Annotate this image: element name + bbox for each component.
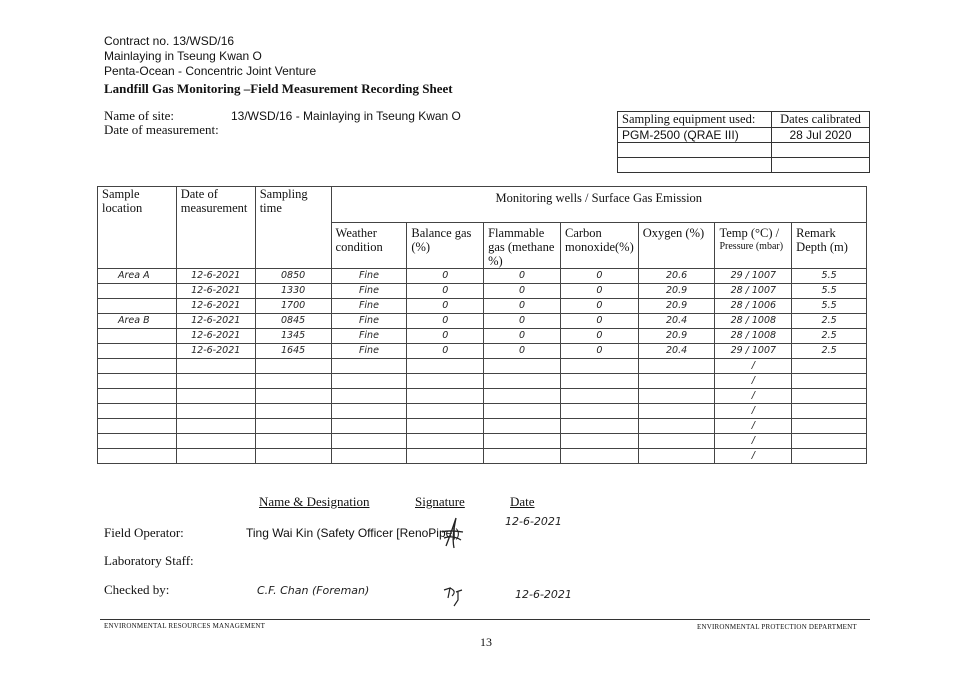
equipment-header: Sampling equipment used: xyxy=(618,112,772,128)
balance-gas-cell xyxy=(407,419,484,434)
sample-location-cell xyxy=(98,284,177,299)
table-row xyxy=(98,299,867,314)
sample-location-cell xyxy=(98,359,177,374)
weather-cell xyxy=(331,404,407,419)
carbon-monoxide-header: Carbon monoxide(%) xyxy=(561,223,639,269)
remark-depth-cell xyxy=(792,374,867,389)
table-row xyxy=(98,269,867,284)
sample-location-cell xyxy=(98,374,177,389)
carbon-monoxide-cell: 0 xyxy=(561,269,639,284)
checked-by-date: 12-6-2021 xyxy=(515,588,572,601)
weather-cell: Fine xyxy=(331,269,407,284)
temp-pressure-cell: / xyxy=(715,449,792,464)
table-row xyxy=(98,344,867,359)
pressure-header: Pressure (mbar) xyxy=(719,241,784,252)
weather-cell: Fine xyxy=(331,299,407,314)
sample-location-cell xyxy=(98,419,177,434)
temp-pressure-cell: / xyxy=(715,404,792,419)
oxygen-cell xyxy=(638,434,715,449)
temp-pressure-header xyxy=(715,223,792,269)
balance-gas-cell xyxy=(407,449,484,464)
balance-gas-cell: 0 xyxy=(407,329,484,344)
date-cell: 12-6-2021 xyxy=(176,269,255,284)
sample-location-header: Sample location xyxy=(98,187,177,269)
sampling-time-cell xyxy=(255,449,331,464)
balance-gas-cell xyxy=(407,359,484,374)
remark-depth-cell: 5.5 xyxy=(792,269,867,284)
table-row xyxy=(98,449,867,464)
remark-depth-cell xyxy=(792,359,867,374)
checked-by-label: Checked by: xyxy=(104,582,170,597)
carbon-monoxide-cell: 0 xyxy=(561,284,639,299)
equipment-row xyxy=(618,128,870,143)
site-name-label: Name of site: xyxy=(104,108,175,123)
header-block xyxy=(104,34,316,79)
temp-pressure-cell: 28 / 1008 xyxy=(715,329,792,344)
carbon-monoxide-cell: 0 xyxy=(561,344,639,359)
sample-location-cell: Area B xyxy=(98,314,177,329)
temp-pressure-cell: 28 / 1007 xyxy=(715,284,792,299)
date-cell: 12-6-2021 xyxy=(176,344,255,359)
field-operator-label: Field Operator: xyxy=(104,525,184,540)
sampling-time-cell: 1700 xyxy=(255,299,331,314)
sample-location-cell: Area A xyxy=(98,269,177,284)
page-title: Landfill Gas Monitoring –Field Measurement Recording Sheet xyxy=(104,81,453,96)
sampling-time-cell: 0850 xyxy=(255,269,331,284)
field-operator-signature xyxy=(436,514,466,550)
project-name: Mainlaying in Tseung Kwan O xyxy=(104,49,262,63)
flammable-gas-header: Flammable gas (methane %) xyxy=(484,223,561,269)
table-row xyxy=(98,374,867,389)
weather-cell xyxy=(331,389,407,404)
remark-depth-cell: 2.5 xyxy=(792,314,867,329)
sampling-time-cell xyxy=(255,359,331,374)
sample-location-cell xyxy=(98,329,177,344)
table-header-row-1 xyxy=(98,187,867,223)
monitoring-wells-header: Monitoring wells / Surface Gas Emission xyxy=(331,187,866,223)
sample-location-cell xyxy=(98,299,177,314)
weather-cell xyxy=(331,374,407,389)
oxygen-cell: 20.6 xyxy=(638,269,715,284)
flammable-gas-cell xyxy=(484,434,561,449)
flammable-gas-cell: 0 xyxy=(484,314,561,329)
temp-pressure-cell: / xyxy=(715,434,792,449)
weather-cell: Fine xyxy=(331,314,407,329)
table-row xyxy=(98,434,867,449)
temp-pressure-cell: 29 / 1007 xyxy=(715,269,792,284)
sampling-time-cell: 1330 xyxy=(255,284,331,299)
sampling-time-header: Sampling time xyxy=(255,187,331,269)
carbon-monoxide-cell xyxy=(561,404,639,419)
remark-depth-cell: 2.5 xyxy=(792,329,867,344)
remark-depth-cell: 2.5 xyxy=(792,344,867,359)
checked-by-signature xyxy=(440,584,466,610)
equipment-table xyxy=(617,111,870,173)
balance-gas-cell xyxy=(407,389,484,404)
remark-depth-cell: 5.5 xyxy=(792,299,867,314)
calibration-date xyxy=(772,158,870,173)
sample-location-cell xyxy=(98,434,177,449)
flammable-gas-cell xyxy=(484,359,561,374)
balance-gas-cell: 0 xyxy=(407,344,484,359)
oxygen-header: Oxygen (%) xyxy=(638,223,715,269)
sampling-time-cell: 1345 xyxy=(255,329,331,344)
flammable-gas-cell: 0 xyxy=(484,299,561,314)
contractor-name: Penta-Ocean - Concentric Joint Venture xyxy=(104,64,317,78)
oxygen-cell: 20.9 xyxy=(638,329,715,344)
weather-cell xyxy=(331,449,407,464)
weather-cell xyxy=(331,434,407,449)
sample-location-cell xyxy=(98,389,177,404)
weather-cell xyxy=(331,359,407,374)
temp-pressure-cell: / xyxy=(715,389,792,404)
equipment-name: PGM-2500 (QRAE III) xyxy=(618,128,772,143)
flammable-gas-cell: 0 xyxy=(484,269,561,284)
sample-location-cell xyxy=(98,449,177,464)
temp-pressure-cell: / xyxy=(715,374,792,389)
remark-depth-cell: 5.5 xyxy=(792,284,867,299)
weather-cell: Fine xyxy=(331,284,407,299)
sampling-time-cell xyxy=(255,404,331,419)
date-cell xyxy=(176,374,255,389)
contract-number: Contract no. 13/WSD/16 xyxy=(104,34,235,48)
carbon-monoxide-cell: 0 xyxy=(561,329,639,344)
oxygen-cell xyxy=(638,419,715,434)
remark-depth-cell xyxy=(792,449,867,464)
balance-gas-cell xyxy=(407,404,484,419)
site-name-value: 13/WSD/16 - Mainlaying in Tseung Kwan O xyxy=(231,109,461,123)
table-row xyxy=(98,329,867,344)
dates-calibrated-header: Dates calibrated xyxy=(772,112,870,128)
weather-cell xyxy=(331,419,407,434)
carbon-monoxide-cell: 0 xyxy=(561,314,639,329)
balance-gas-header: Balance gas (%) xyxy=(407,223,484,269)
temp-pressure-cell: 28 / 1008 xyxy=(715,314,792,329)
sample-location-cell xyxy=(98,404,177,419)
page-number: 13 xyxy=(480,635,492,649)
carbon-monoxide-cell xyxy=(561,374,639,389)
field-operator-date: 12-6-2021 xyxy=(505,515,562,528)
sampling-time-cell: 0845 xyxy=(255,314,331,329)
field-operator-name: Ting Wai Kin (Safety Officer [RenoPipe]) xyxy=(246,526,460,540)
equipment-row xyxy=(618,143,870,158)
equipment-row xyxy=(618,158,870,173)
date-cell: 12-6-2021 xyxy=(176,314,255,329)
flammable-gas-cell xyxy=(484,374,561,389)
footer-right: ENVIRONMENTAL PROTECTION DEPARTMENT xyxy=(697,623,857,631)
temp-header: Temp (°C) / xyxy=(719,226,780,240)
remark-depth-cell xyxy=(792,419,867,434)
date-of-measurement-label: Date of measurement: xyxy=(104,122,219,137)
measurement-table xyxy=(97,186,867,464)
temp-pressure-cell: / xyxy=(715,359,792,374)
sampling-time-cell xyxy=(255,434,331,449)
sampling-time-cell: 1645 xyxy=(255,344,331,359)
sampling-time-cell xyxy=(255,389,331,404)
table-row xyxy=(98,284,867,299)
date-cell: 12-6-2021 xyxy=(176,299,255,314)
laboratory-staff-label: Laboratory Staff: xyxy=(104,553,194,568)
temp-pressure-cell: / xyxy=(715,419,792,434)
balance-gas-cell: 0 xyxy=(407,314,484,329)
balance-gas-cell: 0 xyxy=(407,299,484,314)
flammable-gas-cell: 0 xyxy=(484,344,561,359)
weather-header: Weather condition xyxy=(331,223,407,269)
balance-gas-cell xyxy=(407,434,484,449)
balance-gas-cell: 0 xyxy=(407,269,484,284)
weather-cell: Fine xyxy=(331,344,407,359)
checked-by-name: C.F. Chan (Foreman) xyxy=(257,584,370,597)
calibration-date: 28 Jul 2020 xyxy=(772,128,870,143)
calibration-date xyxy=(772,143,870,158)
equipment-name xyxy=(618,143,772,158)
oxygen-cell xyxy=(638,404,715,419)
date-cell xyxy=(176,359,255,374)
carbon-monoxide-cell xyxy=(561,419,639,434)
oxygen-cell: 20.9 xyxy=(638,299,715,314)
equipment-header-row xyxy=(618,112,870,128)
date-cell xyxy=(176,404,255,419)
remark-depth-cell xyxy=(792,389,867,404)
signature-header: Signature xyxy=(415,494,465,509)
table-row xyxy=(98,314,867,329)
remark-depth-cell xyxy=(792,434,867,449)
date-cell xyxy=(176,419,255,434)
table-row xyxy=(98,359,867,374)
carbon-monoxide-cell xyxy=(561,449,639,464)
oxygen-cell xyxy=(638,359,715,374)
remark-depth-header: Remark Depth (m) xyxy=(792,223,867,269)
name-designation-header: Name & Designation xyxy=(259,494,370,509)
remark-depth-cell xyxy=(792,404,867,419)
oxygen-cell: 20.9 xyxy=(638,284,715,299)
footer-divider xyxy=(100,619,870,620)
flammable-gas-cell xyxy=(484,389,561,404)
table-row xyxy=(98,419,867,434)
oxygen-cell: 20.4 xyxy=(638,314,715,329)
flammable-gas-cell: 0 xyxy=(484,284,561,299)
temp-pressure-cell: 28 / 1006 xyxy=(715,299,792,314)
oxygen-cell xyxy=(638,389,715,404)
carbon-monoxide-cell xyxy=(561,359,639,374)
date-cell: 12-6-2021 xyxy=(176,284,255,299)
sampling-time-cell xyxy=(255,374,331,389)
date-cell xyxy=(176,449,255,464)
balance-gas-cell: 0 xyxy=(407,284,484,299)
flammable-gas-cell xyxy=(484,419,561,434)
footer-left: ENVIRONMENTAL RESOURCES MANAGEMENT xyxy=(104,622,266,630)
oxygen-cell xyxy=(638,449,715,464)
carbon-monoxide-cell: 0 xyxy=(561,299,639,314)
table-row xyxy=(98,389,867,404)
carbon-monoxide-cell xyxy=(561,389,639,404)
equipment-name xyxy=(618,158,772,173)
weather-cell: Fine xyxy=(331,329,407,344)
date-of-measurement-header: Date of measurement xyxy=(176,187,255,269)
table-row xyxy=(98,404,867,419)
oxygen-cell xyxy=(638,374,715,389)
flammable-gas-cell xyxy=(484,449,561,464)
date-cell: 12-6-2021 xyxy=(176,329,255,344)
date-header: Date xyxy=(510,494,535,509)
sample-location-cell xyxy=(98,344,177,359)
balance-gas-cell xyxy=(407,374,484,389)
date-cell xyxy=(176,434,255,449)
date-cell xyxy=(176,389,255,404)
temp-pressure-cell: 29 / 1007 xyxy=(715,344,792,359)
carbon-monoxide-cell xyxy=(561,434,639,449)
flammable-gas-cell xyxy=(484,404,561,419)
oxygen-cell: 20.4 xyxy=(638,344,715,359)
sampling-time-cell xyxy=(255,419,331,434)
flammable-gas-cell: 0 xyxy=(484,329,561,344)
